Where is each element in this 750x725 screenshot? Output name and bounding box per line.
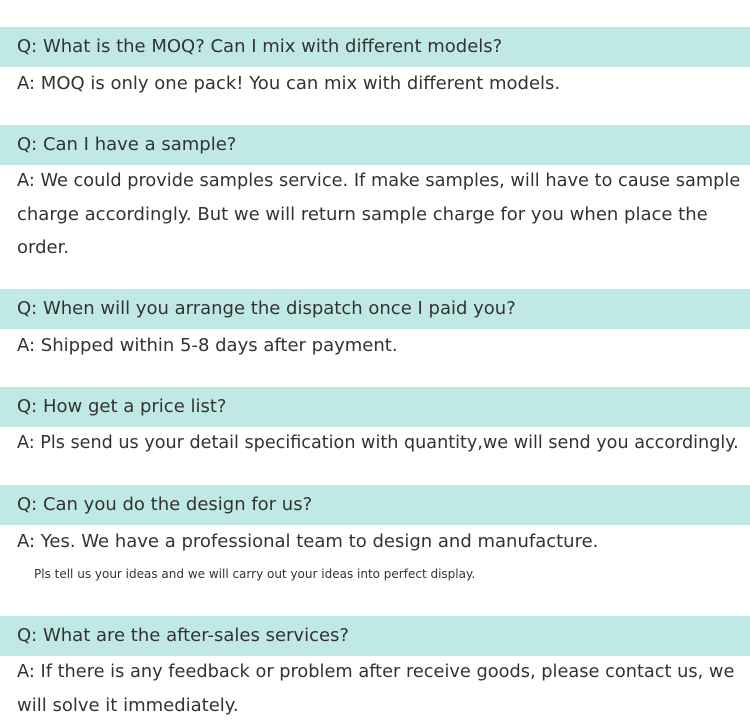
faq-answer-line: A: MOQ is only one pack! You can mix with different models.	[17, 73, 561, 94]
faq-answer-line: A: Yes. We have a professional team to design and manufacture.	[17, 531, 599, 552]
faq-answer-line: A: If there is any feedback or problem after receive goods, please contact us, we	[17, 662, 735, 682]
faq-question: Q: How get a price list?	[0, 387, 750, 427]
faq-question: Q: What are the after-sales services?	[0, 616, 750, 656]
faq-answer-line: order.	[17, 237, 70, 258]
faq-answer	[0, 165, 750, 264]
faq-answer-line: will solve it immediately.	[17, 695, 239, 716]
faq-item	[0, 125, 750, 264]
faq-item	[0, 616, 750, 722]
faq-question: Q: When will you arrange the dispatch once I paid you?	[0, 289, 750, 329]
faq-item	[0, 289, 750, 362]
faq-answer	[0, 656, 750, 722]
faq-answer-line: A: Pls send us your detail specification with quantity,we will send you accordingly.	[17, 433, 739, 453]
faq-answer	[0, 329, 750, 362]
faq-answer	[0, 67, 750, 100]
faq-answer	[0, 427, 750, 460]
faq-item	[0, 387, 750, 460]
faq-answer-line: A: We could provide samples service. If make samples, will have to cause sample	[17, 171, 741, 191]
faq-answer-line: Pls tell us your ideas and we will carry out your ideas into perfect display.	[34, 567, 476, 581]
faq-question: Q: Can you do the design for us?	[0, 485, 750, 525]
faq-item	[0, 27, 750, 100]
faq-item	[0, 485, 750, 591]
faq-question: Q: What is the MOQ? Can I mix with different models?	[0, 27, 750, 67]
faq-answer-line: A: Shipped within 5-8 days after payment.	[17, 335, 398, 356]
faq-answer-line: charge accordingly. But we will return sample charge for you when place the	[17, 204, 708, 225]
faq-answer	[0, 525, 750, 591]
faq-question: Q: Can I have a sample?	[0, 125, 750, 165]
